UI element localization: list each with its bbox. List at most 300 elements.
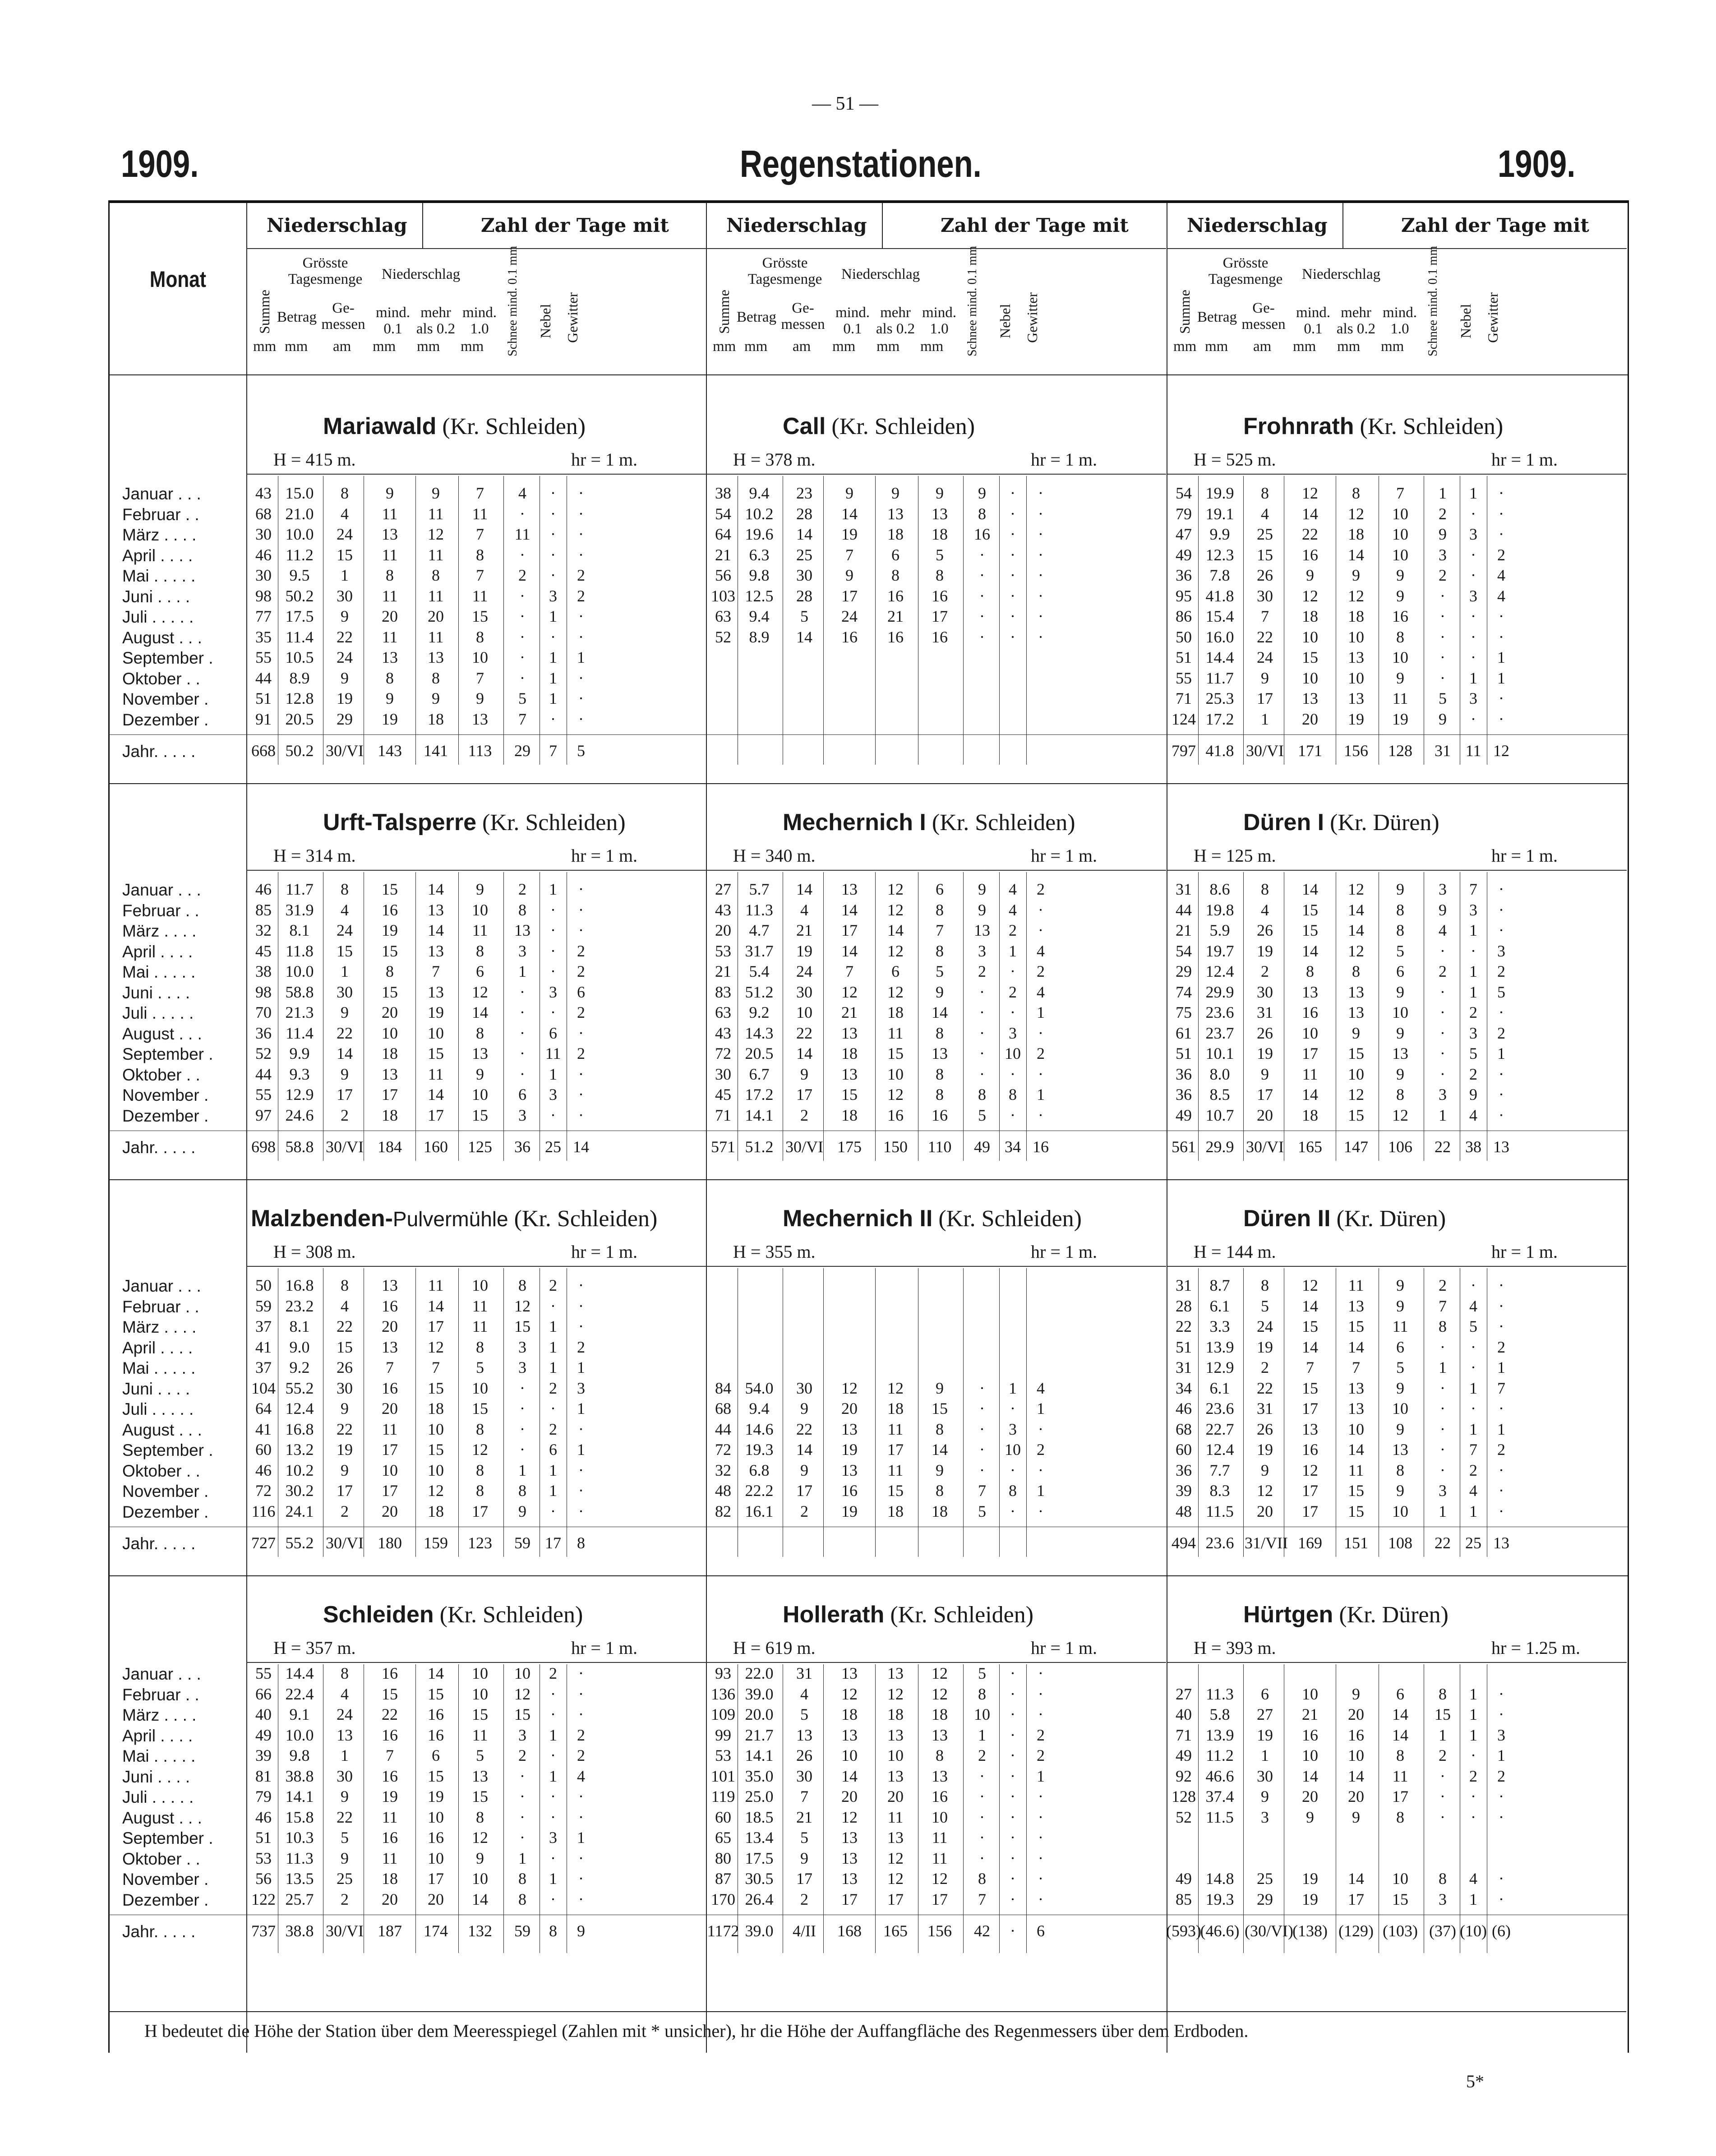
days-value: 15: [472, 1787, 488, 1805]
days-value: 15: [514, 1705, 530, 1723]
precip-value: 21: [715, 545, 731, 564]
precip-value: 28: [796, 504, 812, 523]
days-value: ·: [578, 1024, 584, 1042]
precip-value: 30/VI: [1246, 742, 1284, 760]
gauge-height: hr = 1 m.: [571, 1638, 637, 1658]
days-value: ·: [1038, 1870, 1043, 1888]
days-value: ·: [1038, 1705, 1043, 1723]
precip-value: 8: [341, 1664, 349, 1682]
days-value: 16: [841, 1482, 858, 1500]
days-value: 2: [549, 1420, 557, 1438]
days-value: 9: [476, 880, 484, 898]
days-value: ·: [550, 1685, 556, 1703]
days-value: ·: [1440, 942, 1445, 960]
days-value: 1: [549, 689, 557, 707]
days-value: 20: [1302, 710, 1318, 728]
days-value: ·: [1499, 1502, 1504, 1520]
days-value: [875, 1337, 916, 1357]
days-value: ·: [578, 1085, 584, 1103]
days-value: 9: [1352, 1808, 1360, 1826]
days-value: ·: [1010, 628, 1015, 646]
days-value: ·: [520, 1065, 525, 1083]
days-value: ·: [1499, 921, 1504, 939]
precip-value: 54.0: [745, 1379, 774, 1397]
days-value: 13: [1302, 983, 1318, 1001]
days-value: 18: [887, 1003, 904, 1021]
days-value: 1: [549, 1870, 557, 1888]
mm-unit: mm: [1381, 338, 1404, 355]
days-value: 6: [518, 1085, 526, 1103]
days-value: 10: [1005, 1044, 1021, 1062]
days-value: 8: [1352, 484, 1360, 502]
precip-value: 11.2: [1206, 1746, 1234, 1764]
precip-value: 4: [341, 1685, 349, 1703]
days-value: 13: [472, 1767, 488, 1785]
days-value: 12: [1348, 1085, 1364, 1103]
precip-value: 46: [255, 545, 272, 564]
days-value: 22: [382, 1705, 398, 1723]
days-value: [829, 1275, 870, 1296]
days-value: ·: [1499, 1870, 1504, 1888]
days-value: 17: [1302, 1044, 1318, 1062]
days-value: 165: [883, 1922, 908, 1940]
precip-value: 21: [796, 921, 812, 939]
days-value: 8: [978, 1870, 986, 1888]
days-value: 184: [378, 1138, 402, 1156]
month-label: Jahr. . . . .: [122, 1922, 196, 1941]
month-label: Dezember .: [122, 1890, 209, 1909]
days-value: [1336, 1827, 1376, 1848]
days-value: 9: [978, 880, 986, 898]
precip-value: 24.6: [285, 1106, 314, 1124]
gemessen-label: Ge- messen: [321, 300, 365, 332]
days-value: ·: [578, 900, 584, 919]
precip-value: 68: [1176, 1420, 1192, 1438]
days-value: 9: [432, 689, 440, 707]
days-value: 10: [428, 1024, 444, 1042]
days-value: 17: [382, 1440, 398, 1459]
days-value: 2: [1469, 1065, 1477, 1083]
month-label: September .: [122, 1441, 213, 1459]
days-value: 5: [476, 1358, 484, 1376]
precip-value: 12.3: [1205, 545, 1234, 564]
days-value: 1: [518, 962, 526, 980]
days-value: ·: [550, 710, 556, 728]
precip-value: [703, 1316, 743, 1337]
days-value: 13: [1348, 1003, 1364, 1021]
days-value: 9: [978, 484, 986, 502]
days-value: 2: [518, 566, 526, 584]
precip-value: [1199, 1848, 1240, 1869]
gewitter-label: Gewitter: [1485, 292, 1501, 343]
days-value: ·: [1499, 1276, 1504, 1294]
days-value: 13: [382, 648, 398, 666]
precip-value: 1: [341, 566, 349, 584]
days-value: 2: [1037, 1440, 1045, 1459]
days-value: 2: [1037, 1726, 1045, 1744]
days-value: ·: [1038, 484, 1043, 502]
precip-value: 11.2: [286, 545, 314, 564]
days-value: 14: [841, 504, 858, 523]
precip-value: 29: [337, 710, 353, 728]
precip-value: 39: [1176, 1482, 1192, 1500]
station-height: H = 125 m.: [1194, 845, 1276, 866]
days-value: 8: [1396, 900, 1404, 919]
days-value: 17: [545, 1534, 561, 1552]
days-value: 13: [1348, 1379, 1364, 1397]
precip-value: 38.8: [285, 1922, 314, 1940]
days-value: 18: [382, 1870, 398, 1888]
page-number: — 51 —: [812, 93, 878, 114]
days-value: 3: [1009, 1420, 1017, 1438]
days-value: ·: [1010, 1065, 1015, 1083]
precip-value: 25.0: [745, 1787, 774, 1805]
days-value: 5: [1469, 1317, 1477, 1335]
groesste-label: Grösste Tagesmenge: [1208, 255, 1283, 287]
days-value: 13: [428, 900, 444, 919]
precip-value: 30: [715, 1065, 731, 1083]
days-value: ·: [578, 1461, 584, 1479]
days-value: [875, 709, 916, 729]
mind01-label: mind. 0.1: [1296, 305, 1331, 337]
precip-value: 19.6: [745, 525, 774, 543]
days-value: 143: [378, 742, 402, 760]
precip-value: 30: [1257, 1767, 1273, 1785]
summe-label: Summe: [1176, 290, 1193, 334]
mm-unit: mm: [461, 338, 484, 355]
days-value: 4: [1037, 942, 1045, 960]
days-value: 10: [1348, 1420, 1364, 1438]
station-name: [783, 413, 975, 440]
days-value: 15: [472, 1705, 488, 1723]
precip-value: 68: [255, 504, 272, 523]
days-value: 14: [932, 1440, 948, 1459]
station-height: H = 619 m.: [733, 1638, 816, 1658]
days-value: 13: [1348, 648, 1364, 666]
days-value: ·: [1471, 1399, 1476, 1417]
station-region: (Kr. Schleiden): [1360, 414, 1504, 439]
month-label: Dezember .: [122, 710, 209, 729]
station-height: H = 378 m.: [733, 449, 816, 470]
precip-value: 9.9: [289, 1044, 310, 1062]
precip-value: 91: [255, 710, 272, 728]
days-value: 16: [887, 586, 904, 605]
days-value: 13: [932, 504, 948, 523]
month-label: Juli . . . . .: [122, 1788, 194, 1806]
days-value: 6: [476, 962, 484, 980]
days-value: 9: [1352, 1024, 1360, 1042]
days-value: 8: [476, 1338, 484, 1356]
precip-value: 8.3: [1209, 1482, 1230, 1500]
days-value: 13: [514, 921, 530, 939]
days-value: 3: [1497, 1726, 1505, 1744]
days-value: ·: [1471, 1746, 1476, 1764]
days-value: 34: [1005, 1138, 1021, 1156]
days-value: 1: [1037, 1767, 1045, 1785]
days-value: 15: [887, 1044, 904, 1062]
precip-value: 12.4: [1205, 1440, 1234, 1459]
precip-value: 2: [341, 1890, 349, 1908]
days-value: 12: [1392, 1106, 1408, 1124]
days-value: 10: [887, 1746, 904, 1764]
days-value: ·: [1440, 1338, 1445, 1356]
days-value: 160: [424, 1138, 448, 1156]
days-value: 6: [1037, 1922, 1045, 1940]
precip-value: 25: [796, 545, 812, 564]
precip-value: 54: [1176, 484, 1192, 502]
precip-value: 22: [796, 1024, 812, 1042]
precip-value: 494: [1172, 1534, 1196, 1552]
days-value: ·: [1010, 1767, 1015, 1785]
days-value: ·: [1038, 545, 1043, 564]
station-name-main: Hürtgen: [1243, 1602, 1333, 1628]
days-value: 19: [382, 710, 398, 728]
days-value: 8: [1396, 1746, 1404, 1764]
mind01-label: mind. 0.1: [835, 305, 870, 337]
precip-value: 30: [255, 566, 272, 584]
precip-value: [1245, 1827, 1285, 1848]
days-value: 9: [1396, 1420, 1404, 1438]
precip-value: 19: [1257, 1440, 1273, 1459]
days-value: 1: [1439, 1726, 1447, 1744]
precip-value: 71: [1176, 1726, 1192, 1744]
days-value: 10: [1392, 525, 1408, 543]
gemessen-label: Ge- messen: [781, 300, 825, 332]
precip-value: 9: [341, 1461, 349, 1479]
days-value: 13: [841, 1461, 858, 1479]
schnee-label: Schnee mind. 0.1 mm: [965, 246, 979, 356]
header-rule: [1167, 248, 1627, 249]
precip-value: 19.8: [1205, 900, 1234, 919]
days-value: 8: [1009, 1085, 1017, 1103]
days-value: 18: [1302, 607, 1318, 625]
am-unit: am: [1253, 338, 1272, 355]
precip-value: 116: [251, 1502, 276, 1520]
station-name-main: Mechernich II: [783, 1205, 933, 1232]
days-value: ·: [1499, 1787, 1504, 1805]
precip-value: 99: [715, 1726, 731, 1744]
precip-value: 9: [1261, 1787, 1269, 1805]
days-value: 10: [1302, 628, 1318, 646]
days-value: 31: [1435, 742, 1451, 760]
precip-value: [703, 1357, 743, 1378]
days-value: 1: [1469, 1726, 1477, 1744]
days-value: 10: [472, 1276, 488, 1294]
days-value: 18: [887, 1705, 904, 1723]
precip-value: 66: [255, 1685, 272, 1703]
days-value: 2: [1497, 545, 1505, 564]
days-value: 16: [932, 1787, 948, 1805]
precip-value: 3.3: [1209, 1317, 1230, 1335]
precip-value: [784, 1337, 825, 1357]
precip-value: 51: [1176, 648, 1192, 666]
days-value: ·: [1038, 921, 1043, 939]
days-value: 10: [1302, 669, 1318, 687]
days-value: 3: [518, 1106, 526, 1124]
days-value: 15: [1348, 1044, 1364, 1062]
days-value: 8: [1009, 1482, 1017, 1500]
days-value: 5: [518, 689, 526, 707]
days-value: 16: [841, 628, 858, 646]
days-value: 16: [1348, 1726, 1364, 1744]
days-value: (10): [1460, 1922, 1487, 1940]
days-value: 8: [1396, 1808, 1404, 1826]
days-value: ·: [578, 689, 584, 707]
precip-value: 47: [1176, 525, 1192, 543]
precip-value: 29.9: [1205, 1138, 1234, 1156]
precip-value: 41.8: [1205, 586, 1234, 605]
days-value: 4: [577, 1767, 585, 1785]
days-value: 14: [472, 1890, 488, 1908]
days-value: ·: [520, 504, 525, 523]
mm-unit: mm: [373, 338, 396, 355]
days-value: [1380, 1663, 1421, 1684]
days-value: 15: [428, 1685, 444, 1703]
days-value: 14: [841, 942, 858, 960]
days-value: 1: [549, 1767, 557, 1785]
days-value: 6: [549, 1024, 557, 1042]
days-value: [829, 1357, 870, 1378]
precip-value: 29: [1176, 962, 1192, 980]
days-value: 10: [382, 1461, 398, 1479]
days-value: ·: [1499, 1705, 1504, 1723]
days-value: 16: [382, 1664, 398, 1682]
days-value: ·: [578, 628, 584, 646]
precip-value: 14.6: [745, 1420, 774, 1438]
days-value: 5: [476, 1746, 484, 1764]
days-value: 8: [577, 1534, 585, 1552]
days-value: [919, 1533, 960, 1553]
precip-value: 72: [255, 1482, 272, 1500]
days-value: [875, 1275, 916, 1296]
days-value: 1: [1497, 1044, 1505, 1062]
precip-value: 5.4: [749, 962, 770, 980]
days-value: 8: [936, 900, 944, 919]
precip-value: 31.9: [285, 900, 314, 919]
days-value: 4: [1009, 880, 1017, 898]
header-bottom-rule: [110, 374, 1628, 375]
days-value: 20: [428, 1890, 444, 1908]
days-value: ·: [1471, 566, 1476, 584]
precip-value: 51: [255, 1828, 272, 1847]
days-value: 42: [974, 1922, 990, 1940]
days-value: 22: [1435, 1138, 1451, 1156]
days-value: ·: [1038, 1890, 1043, 1908]
days-value: ·: [550, 1003, 556, 1021]
precip-value: 20.5: [285, 710, 314, 728]
precip-value: 9: [341, 1003, 349, 1021]
precip-value: 58.8: [285, 983, 314, 1001]
precip-value: 22: [337, 1420, 353, 1438]
days-value: 13: [428, 983, 444, 1001]
precip-value: 11.3: [286, 1849, 314, 1867]
precip-value: 128: [1172, 1787, 1196, 1805]
precip-value: 55: [255, 648, 272, 666]
days-value: 1: [978, 1726, 986, 1744]
precip-value: 51.2: [745, 983, 774, 1001]
days-value: 25: [1465, 1534, 1481, 1552]
days-value: 11: [514, 525, 530, 543]
precip-value: 24: [1257, 1317, 1273, 1335]
days-value: 14: [472, 1003, 488, 1021]
days-value: 16: [1302, 1440, 1318, 1459]
days-value: ·: [1440, 1379, 1445, 1397]
header-split: [422, 203, 423, 248]
precip-value: 30/VI: [1246, 1138, 1284, 1156]
days-value: 156: [927, 1922, 952, 1940]
precip-value: 72: [715, 1440, 731, 1459]
days-value: 3: [1469, 586, 1477, 605]
precip-value: [739, 1533, 780, 1553]
precip-value: 22.2: [745, 1482, 774, 1500]
precip-value: [739, 668, 780, 688]
precip-value: 63: [715, 1003, 731, 1021]
days-value: 4: [1037, 983, 1045, 1001]
precip-value: 53: [715, 1746, 731, 1764]
days-value: 174: [424, 1922, 448, 1940]
days-value: 12: [887, 1849, 904, 1867]
header-niederschlag: Niederschlag: [726, 214, 867, 236]
days-value: 1: [1037, 1482, 1045, 1500]
days-value: 18: [428, 1502, 444, 1520]
days-value: 12: [932, 1664, 948, 1682]
days-value: 11: [1392, 1317, 1408, 1335]
precip-value: 8.1: [289, 1317, 310, 1335]
days-value: 49: [974, 1138, 990, 1156]
month-label: April . . . .: [122, 546, 193, 565]
precip-value: [703, 1275, 743, 1296]
days-value: 11: [472, 1317, 488, 1335]
days-value: 12: [514, 1297, 530, 1315]
precip-value: 10.7: [1205, 1106, 1234, 1124]
precip-value: [784, 1296, 825, 1316]
days-value: ·: [550, 525, 556, 543]
days-value: ·: [1471, 1358, 1476, 1376]
days-value: ·: [1440, 1420, 1445, 1438]
days-value: 8: [978, 504, 986, 523]
days-value: 8: [518, 1890, 526, 1908]
days-value: 13: [1493, 1534, 1509, 1552]
precip-value: 5: [800, 607, 808, 625]
month-label: Mai . . . . .: [122, 1747, 196, 1765]
precip-value: 10.0: [285, 962, 314, 980]
days-value: 11: [472, 1297, 488, 1315]
days-value: 12: [1348, 942, 1364, 960]
precip-value: 49: [1176, 1746, 1192, 1764]
precip-value: 30/VI: [326, 742, 364, 760]
precip-value: 1: [341, 962, 349, 980]
days-value: ·: [550, 628, 556, 646]
precip-value: 8.0: [1209, 1065, 1230, 1083]
days-value: [829, 740, 870, 761]
days-value: 12: [472, 1828, 488, 1847]
precip-value: 7: [1261, 607, 1269, 625]
precip-value: 38.8: [285, 1767, 314, 1785]
days-value: 5: [1396, 1358, 1404, 1376]
days-value: 7: [386, 1358, 394, 1376]
precip-value: 28: [796, 586, 812, 605]
precip-value: 8.6: [1209, 880, 1230, 898]
precip-value: 24: [796, 962, 812, 980]
days-value: 8: [476, 1420, 484, 1438]
days-value: ·: [1010, 1106, 1015, 1124]
days-value: 16: [382, 1767, 398, 1785]
days-value: ·: [1499, 1685, 1504, 1703]
days-value: ·: [550, 1705, 556, 1723]
days-value: 11: [428, 1065, 444, 1083]
days-value: ·: [1010, 1685, 1015, 1703]
precip-value: 16.8: [285, 1276, 314, 1294]
